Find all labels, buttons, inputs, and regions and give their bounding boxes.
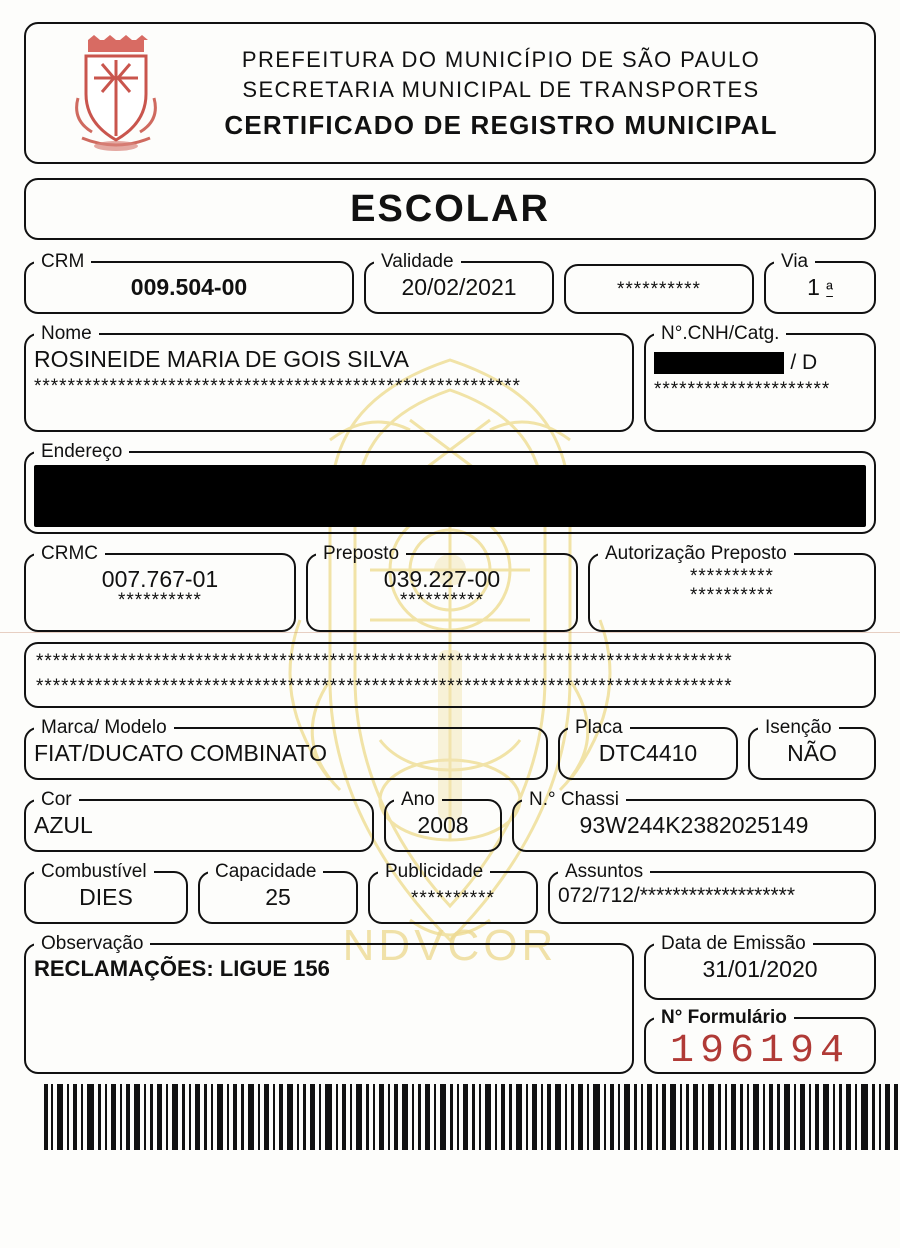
field-placa (558, 718, 738, 780)
emissao-column (644, 934, 876, 1074)
field-cor (24, 790, 374, 852)
field-observacao (24, 934, 634, 1074)
field-crm-value: 009.504-00 (130, 274, 248, 300)
barcode-icon (42, 1084, 900, 1150)
field-ano (384, 790, 502, 852)
field-autorizacao-preposto (588, 544, 876, 632)
field-data-emissao-value: 31/01/2020 (702, 956, 818, 982)
field-ano-value: 2008 (417, 812, 469, 838)
header-line-3: CERTIFICADO DE REGISTRO MUNICIPAL (224, 110, 778, 141)
row-marca-placa-isencao (24, 718, 876, 780)
field-placa-label: Placa (575, 717, 623, 738)
field-capacidade-label: Capacidade (215, 861, 317, 882)
field-autorizacao-stars-2: ********** (690, 586, 774, 605)
field-nome-label: Nome (41, 323, 92, 344)
field-data-emissao (644, 934, 876, 1000)
field-preposto-value: 039.227-00 (383, 566, 501, 592)
row-crm-validade-via (24, 252, 876, 314)
field-combustivel-value: DIES (79, 884, 133, 910)
field-publicidade (368, 862, 538, 924)
certificate-type-box (24, 178, 876, 240)
field-preposto (306, 544, 578, 632)
field-nome-value: ROSINEIDE MARIA DE GOIS SILVA (34, 346, 409, 372)
field-chassi-value: 93W244K2382025149 (579, 812, 809, 838)
field-combustivel-label: Combustível (41, 861, 147, 882)
field-via-label: Via (781, 251, 809, 272)
header-line-2: SECRETARIA MUNICIPAL DE TRANSPORTES (242, 76, 760, 102)
row-crmc-preposto-autorizacao (24, 544, 876, 632)
field-preposto-label: Preposto (323, 543, 400, 564)
field-validade-value: 20/02/2021 (401, 274, 517, 300)
field-validade (364, 252, 554, 314)
field-publicidade-stars: ********** (411, 889, 495, 908)
field-crm (24, 252, 354, 314)
field-cnh-categoria: / D (790, 351, 818, 374)
row-free-stars (24, 642, 876, 708)
field-ano-label: Ano (401, 789, 435, 810)
field-autorizacao-stars-1: ********** (690, 567, 774, 586)
field-chassi-label: N.° Chassi (529, 789, 619, 810)
field-marca-modelo-value: FIAT/DUCATO COMBINATO (34, 740, 328, 766)
field-free-stars-line-2: *********************************************************************************** (36, 677, 733, 696)
field-cnh-value-redacted (654, 352, 784, 374)
row-endereco (24, 442, 876, 534)
field-capacidade (198, 862, 358, 924)
field-isencao (748, 718, 876, 780)
field-crmc-stars: ********** (118, 591, 202, 611)
field-marca-modelo-label: Marca/ Modelo (41, 717, 167, 738)
row-observacao-emissao (24, 934, 876, 1074)
field-preposto-stars: ********** (400, 591, 484, 611)
field-assuntos (548, 862, 876, 924)
field-formulario (644, 1008, 876, 1074)
field-observacao-value: RECLAMAÇÕES: LIGUE 156 (34, 956, 330, 981)
field-isencao-value: NÃO (787, 740, 837, 766)
field-publicidade-label: Publicidade (385, 861, 484, 882)
field-assuntos-value: 072/712/******************* (558, 884, 796, 907)
field-via-value: 1 (807, 274, 820, 300)
field-observacao-label: Observação (41, 933, 144, 954)
field-data-emissao-label: Data de Emissão (661, 933, 806, 954)
field-formulario-label: N° Formulário (661, 1007, 787, 1028)
field-crm-label: CRM (41, 251, 85, 272)
sao-paulo-coat-of-arms-icon (64, 34, 168, 152)
field-via-suffix: ª (826, 279, 833, 299)
svg-text:NDVCOR: NDVCOR (342, 921, 558, 970)
field-combustivel (24, 862, 188, 924)
field-validade-label: Validade (381, 251, 454, 272)
header-line-1: PREFEITURA DO MUNICÍPIO DE SÃO PAULO (241, 46, 761, 72)
field-nome (24, 324, 634, 432)
field-free-stars-line-1: *********************************************************************************** (36, 652, 733, 671)
field-cnh-label: N°.CNH/Catg. (661, 323, 780, 344)
row-combustivel-capacidade-publicidade-assuntos (24, 862, 876, 924)
field-marca-modelo (24, 718, 548, 780)
field-chassi (512, 790, 876, 852)
row-cor-ano-chassi (24, 790, 876, 852)
row-nome-cnh (24, 324, 876, 432)
field-cor-label: Cor (41, 789, 72, 810)
field-free-stars (24, 642, 876, 708)
certificate-type-label: ESCOLAR (350, 187, 550, 230)
field-formulario-value: 196194 (669, 1029, 851, 1074)
field-via (764, 252, 876, 314)
field-validade-stars: ********** (617, 279, 701, 299)
field-cor-value: AZUL (34, 812, 93, 838)
field-crmc (24, 544, 296, 632)
field-cnh-stars: ********************* (654, 380, 831, 400)
document-header (24, 22, 876, 164)
field-crmc-value: 007.767-01 (101, 566, 219, 592)
field-assuntos-label: Assuntos (565, 861, 644, 882)
field-autorizacao-preposto-label: Autorização Preposto (605, 543, 787, 564)
field-capacidade-value: 25 (265, 884, 291, 910)
field-isencao-label: Isenção (765, 717, 832, 738)
field-cnh (644, 324, 876, 432)
field-placa-value: DTC4410 (598, 740, 698, 766)
field-endereco (24, 442, 876, 534)
field-endereco-value-redacted (34, 465, 866, 527)
field-validade-extra (564, 264, 754, 314)
field-crmc-label: CRMC (41, 543, 98, 564)
field-nome-stars: ********************************************************** (34, 377, 521, 397)
field-endereco-label: Endereço (41, 441, 123, 462)
